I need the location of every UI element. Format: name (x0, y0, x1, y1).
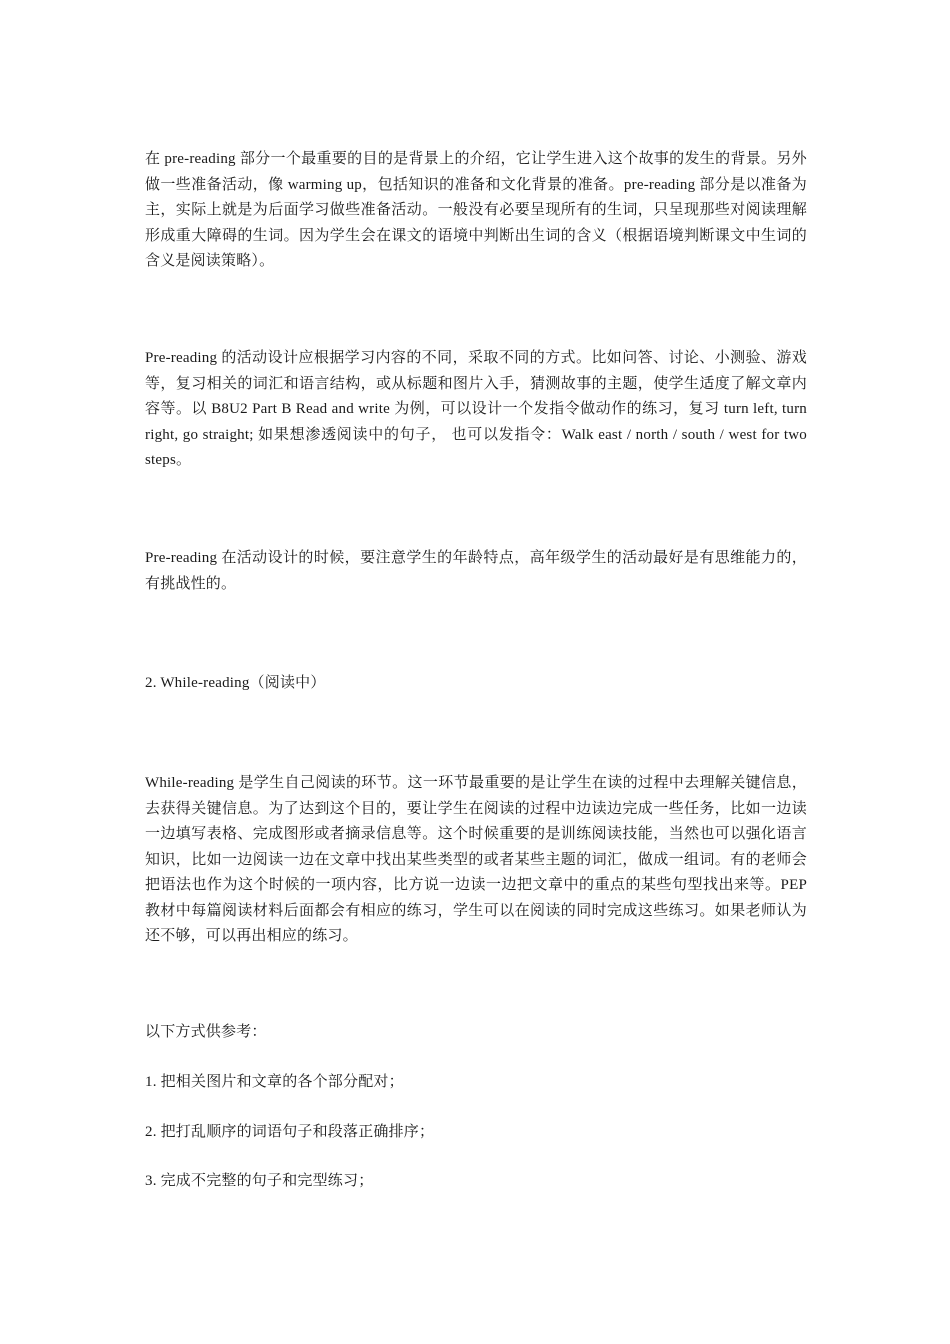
list-item-2: 2. 把打乱顺序的词语句子和段落正确排序； (145, 1124, 435, 1140)
section-heading-while-reading: 2. While-reading（阅读中） (145, 675, 326, 691)
paragraph-pre-reading-intro: 在 pre-reading 部分一个最重要的目的是背景上的介绍，它让学生进入这个故事的发生的背景。另外做一些准备活动，像 warming up，包括知识的准备和文化背景的准备。pre-reading 部分是以准备为主，实际上就是为后面学习做些准备活动。一般没有必要呈现所有的生词，只呈现那些对阅读理解形成重大障碍的生词。因为学生会在课文的语境中判断出生词的含义（根据语境判断课文中生词的含义是阅读策略）。 (145, 151, 807, 269)
paragraph-pre-reading-age: Pre-reading 在活动设计的时候，要注意学生的年龄特点，高年级学生的活动最好是有思维能力的，有挑战性的。 (145, 550, 807, 592)
list-item-1: 1. 把相关图片和文章的各个部分配对； (145, 1074, 404, 1090)
paragraph-pre-reading-activities: Pre-reading 的活动设计应根据学习内容的不同，采取不同的方式。比如问答、讨论、小测验、游戏等，复习相关的词汇和语言结构，或从标题和图片入手，猜测故事的主题，使学生适度了解文章内容等。以 B8U2 Part B Read and write 为例，可以设计一个发指令做动作的练习，复习 turn left, turn right, go straight; 如果想渗透阅读中的句子， 也可以发指令：Walk east / north / south / west for two steps。 (145, 350, 807, 468)
paragraph-reference-intro: 以下方式供参考： (145, 1024, 267, 1040)
paragraph-while-reading: While-reading 是学生自己阅读的环节。这一环节最重要的是让学生在读的过程中去理解关键信息，去获得关键信息。为了达到这个目的，要让学生在阅读的过程中边读边完成一些任务，比如一边读一边填写表格、完成图形或者摘录信息等。这个时候重要的是训练阅读技能，当然也可以强化语言知识，比如一边阅读一边在文章中找出某些类型的或者某些主题的词汇，做成一组词。有的老师会把语法也作为这个时候的一项内容，比方说一边读一边把文章中的重点的某些句型找出来等。PEP 教材中每篇阅读材料后面都会有相应的练习，学生可以在阅读的同时完成这些练习。如果老师认为还不够，可以再出相应的练习。 (145, 775, 807, 944)
list-item-3: 3. 完成不完整的句子和完型练习； (145, 1173, 374, 1189)
